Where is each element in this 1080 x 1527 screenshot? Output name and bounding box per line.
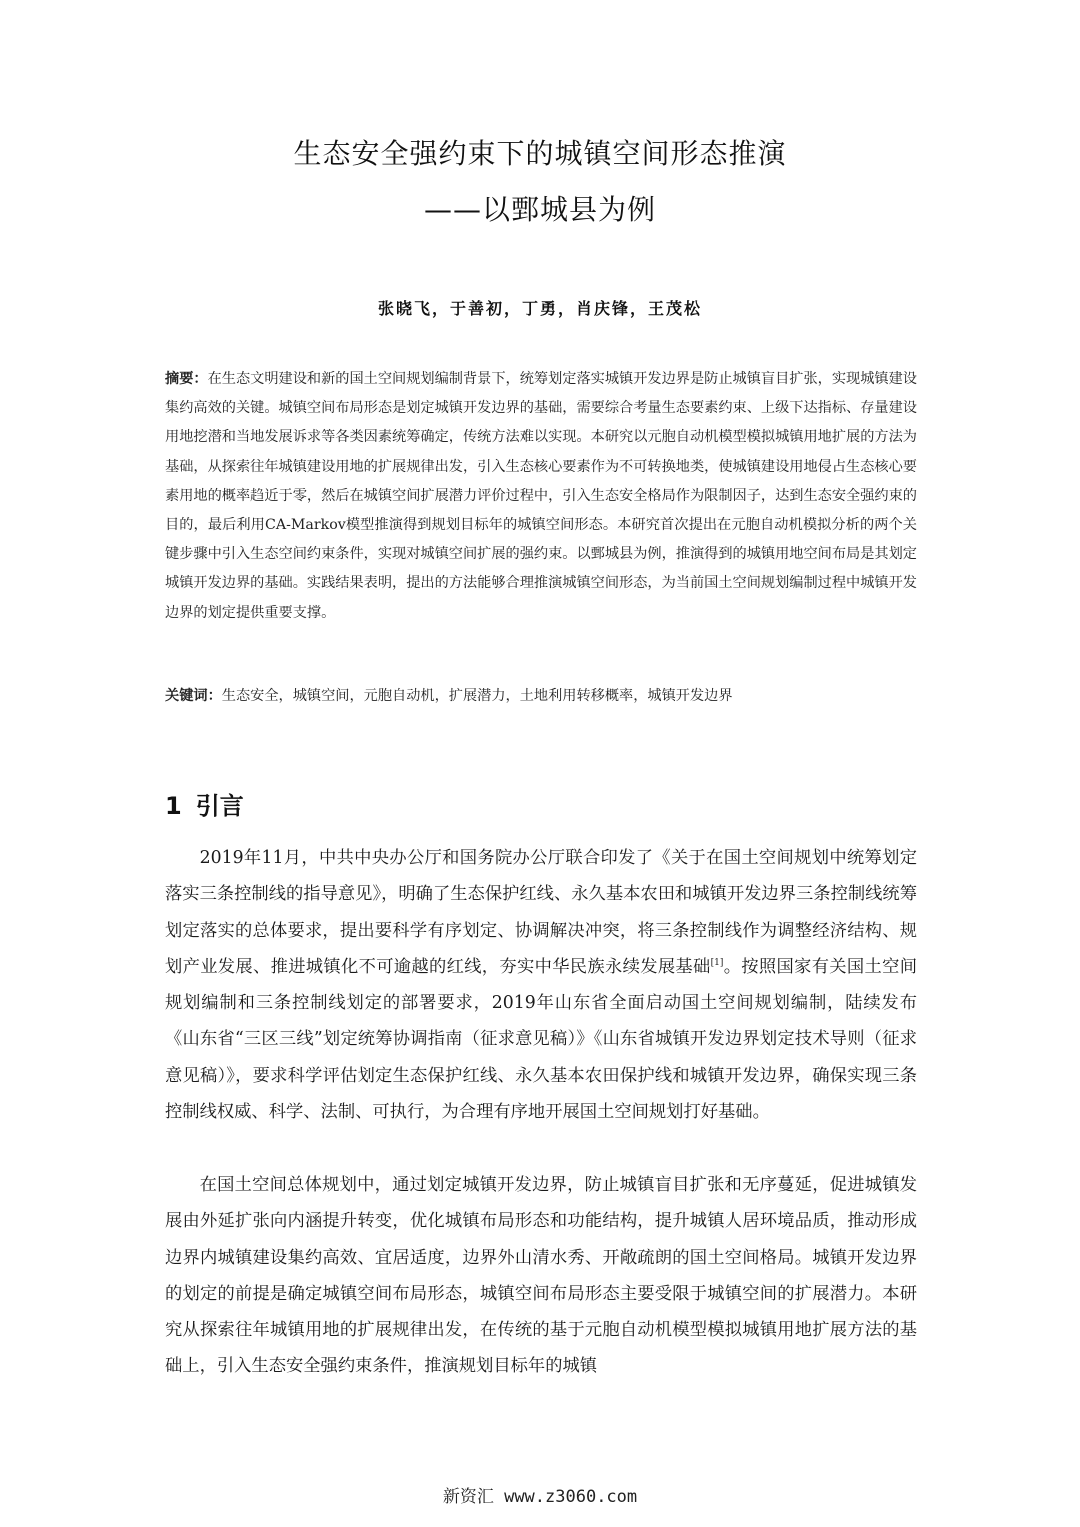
keywords-label: 关键词： bbox=[165, 688, 222, 704]
paper-subtitle: ——以鄄城县为例 bbox=[423, 193, 656, 226]
abstract-text: 在生态文明建设和新的国土空间规划编制背景下，统筹划定落实城镇开发边界是防止城镇盲目扩张，实现城镇建设集约高效的关键。城镇空间布局形态是划定城镇开发边界的基础，需要综合考量生态要素约束、上级下达指标、存量建设用地挖潜和当地发展诉求等各类因素统筹确定，传统方法难以实现。本研究以元胞自动机模型模拟城镇用地扩展的方法为基础，从探索往年城镇建设用地的扩展规律出发，引入生态核心要素作为不可转换地类，使城镇建设用地侵占生态核心要素用地的概率趋近于零，然后在城镇空间扩展潜力评价过程中，引入生态安全格局作为限制因子，达到生态安全强约束的目的，最后利用CA-Markov模型推演得到规划目标年的城镇空间形态。本研究首次提出在元胞自动机模拟分析的两个关键步骤中引入生态空间约束条件，实现对城镇空间扩展的强约束。以鄄城县为例，推演得到的城镇用地空间布局是其划定城镇开发边界的基础。实践结果表明，提出的方法能够合理推演城镇空间形态，为当前国土空间规划编制过程中城镇开发边界的划定提供重要支撑。 bbox=[165, 371, 917, 621]
citation-ref[interactable]: [1] bbox=[710, 958, 724, 969]
keywords-block bbox=[165, 682, 917, 711]
section-heading bbox=[165, 786, 244, 821]
paper-title: 生态安全强约束下的城镇空间形态推演 bbox=[293, 137, 787, 170]
abstract-block bbox=[165, 365, 917, 628]
keywords-text: 生态安全，城镇空间，元胞自动机，扩展潜力，土地利用转移概率，城镇开发边界 bbox=[221, 688, 733, 704]
intro-paragraph-2: 在国土空间总体规划中，通过划定城镇开发边界，防止城镇盲目扩张和无序蔓延，促进城镇发展由外延扩张向内涵提升转变，优化城镇布局形态和功能结构，提升城镇人居环境品质，推动形成边界内城镇建设集约高效、宜居适度，边界外山清水秀、开敞疏朗的国土空间格局。城镇开发边界的划定的前提是确定城镇空间布局形态，城镇空间布局形态主要受限于城镇空间的扩展潜力。本研究从探索往年城镇用地的扩展规律出发，在传统的基于元胞自动机模型模拟城镇用地扩展方法的基础上，引入生态安全强约束条件，推演规划目标年的城镇 bbox=[165, 1175, 917, 1377]
abstract-label: 摘要： bbox=[165, 371, 208, 387]
section-number: 1 bbox=[165, 792, 182, 820]
intro-paragraph-1 bbox=[165, 840, 917, 1130]
intro-paragraph-1-text-b: 。按照国家有关国土空间规划编制和三条控制线划定的部署要求，2019年山东省全面启动国土空间规划编制，陆续发布《山东省“三区三线”划定统筹协调指南（征求意见稿）》《山东省城镇开发边界划定技术导则（征求意见稿）》，要求科学评估划定生态保护红线、永久基本农田保护线和城镇开发边界，确保实现三条控制线权威、科学、法制、可执行，为合理有序地开展国土空间规划打好基础。 bbox=[165, 956, 917, 1123]
author-list: 张晓飞，于善初，丁勇，肖庆锋，王茂松 bbox=[377, 299, 702, 318]
footer-watermark: 新资汇 www.z3060.com bbox=[442, 1487, 638, 1507]
section-title: 引言 bbox=[195, 792, 244, 820]
intro-paragraph-1-text-a: 2019年11月，中共中央办公厅和国务院办公厅联合印发了《关于在国土空间规划中统筹划定落实三条控制线的指导意见》，明确了生态保护红线、永久基本农田和城镇开发边界三条控制线统筹划定落实的总体要求，提出要科学有序划定、协调解决冲突，将三条控制线作为调整经济结构、规划产业发展、推进城镇化不可逾越的红线，夯实中华民族永续发展基础 bbox=[165, 848, 917, 977]
